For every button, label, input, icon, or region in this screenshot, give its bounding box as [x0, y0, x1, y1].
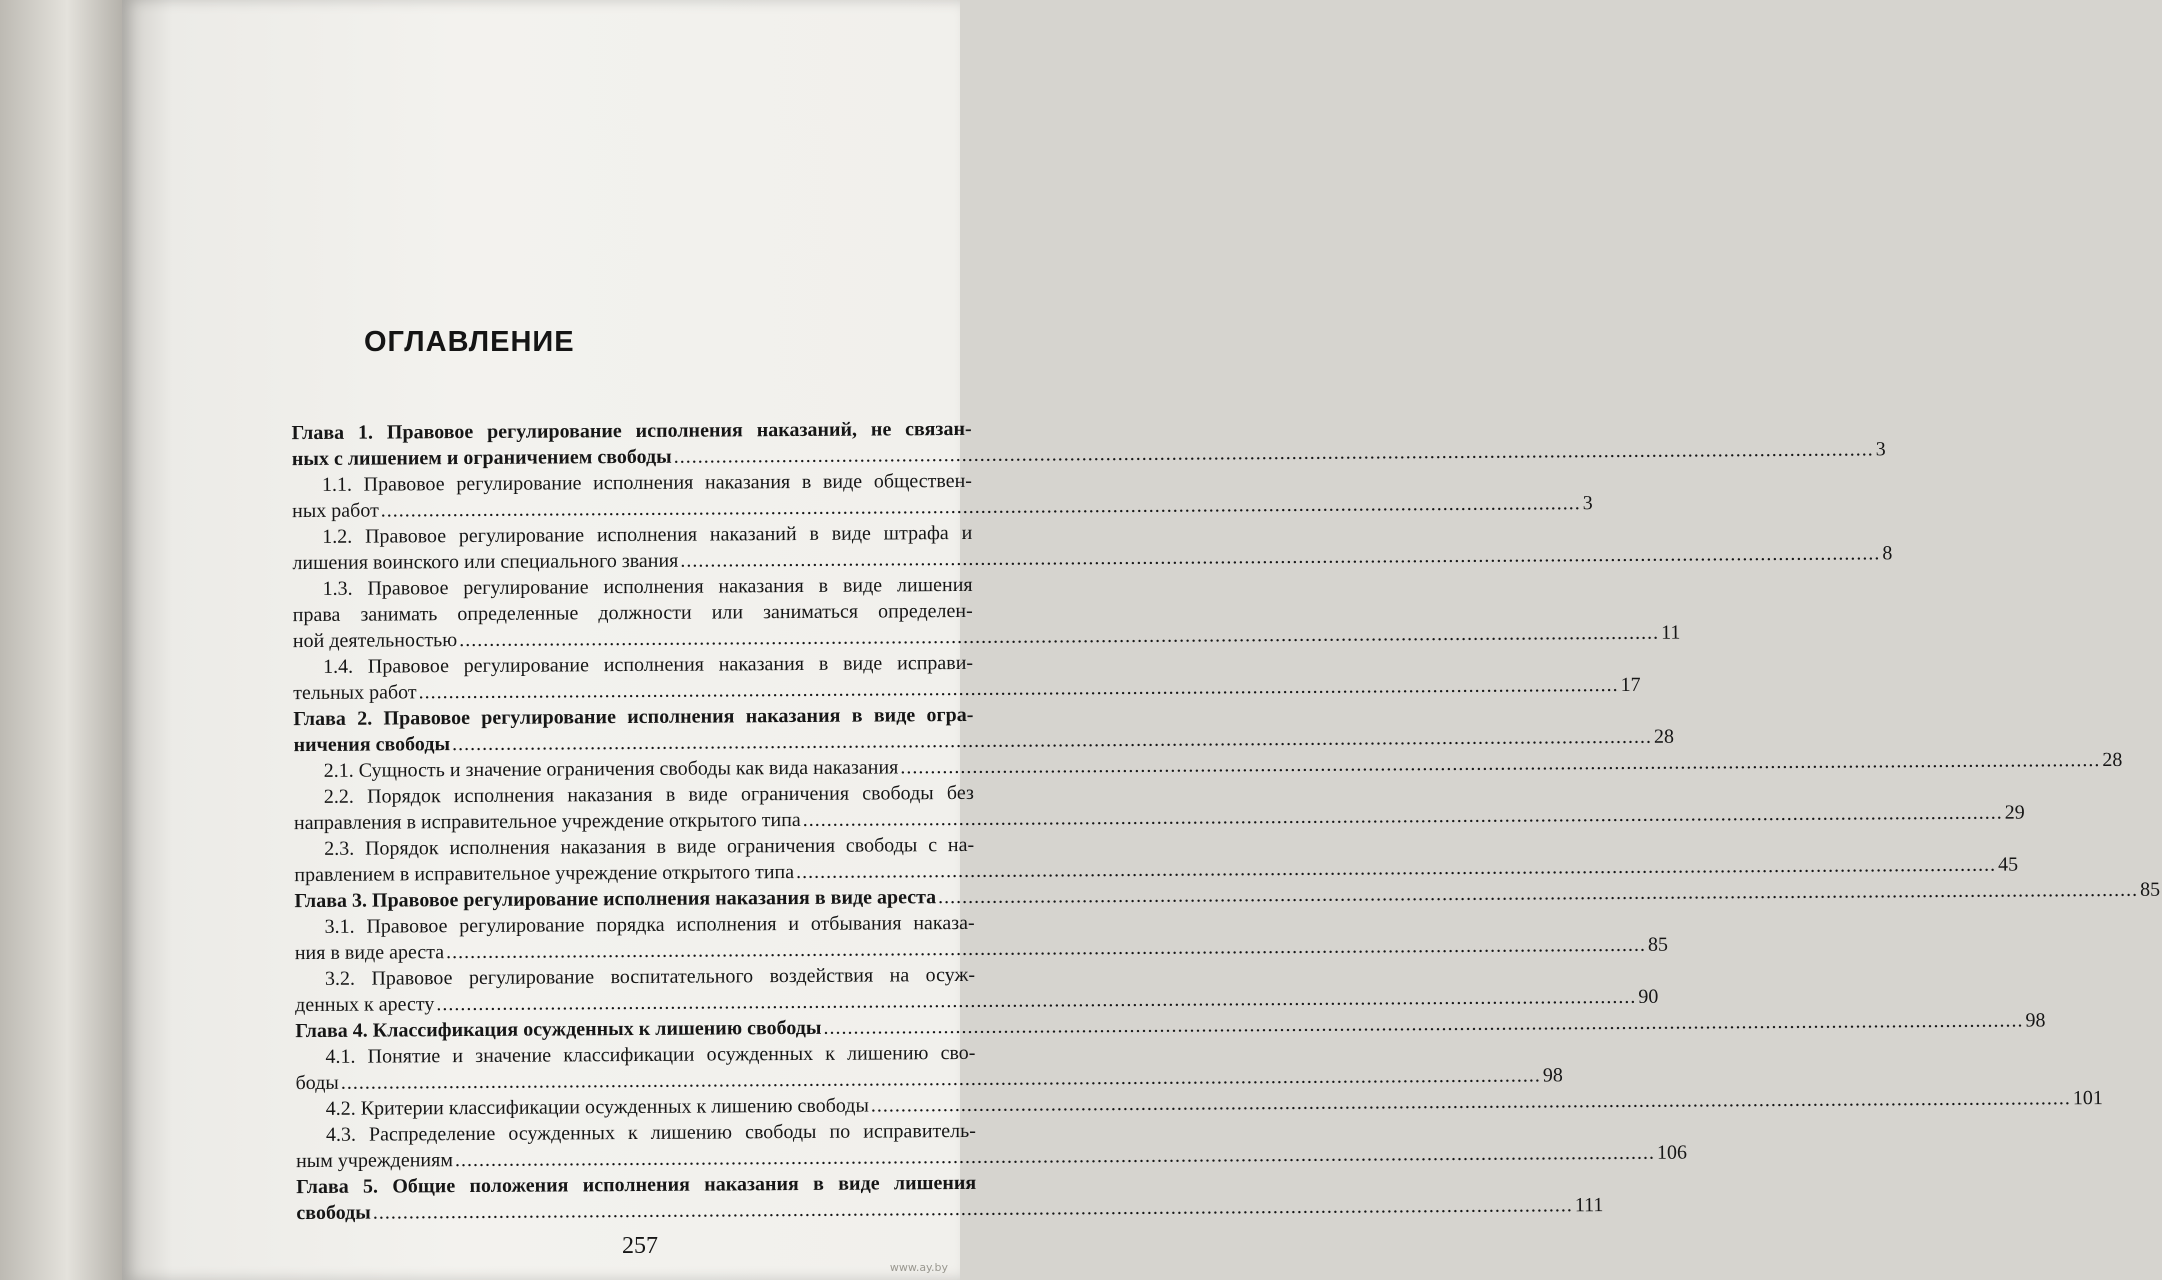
- toc-page-number: 98: [2025, 1009, 2046, 1032]
- toc-entry-text: 2.1. Сущность и значение ограничения свободы как вида наказания: [323, 756, 899, 782]
- toc-leader-dots: ........................................................................................................................................................................................................: [451, 725, 1653, 756]
- toc-entry-text: 1.3. Правовое регулирование исполнения наказания в виде лишения: [322, 573, 973, 600]
- toc-page-number: 85: [1647, 933, 1669, 956]
- toc-entry-text: тельных работ: [293, 681, 417, 705]
- toc-entry-text: лишения воинского или специального звания: [292, 549, 679, 575]
- toc-entry-text: Глава 5. Общие положения исполнения наказания в виде лишения: [296, 1171, 977, 1199]
- toc-entry-text: свободы: [296, 1201, 371, 1225]
- toc-section: [292, 520, 1893, 576]
- toc-section: [292, 468, 1593, 524]
- toc-entry-text: 2.3. Порядок исполнения наказания в виде ограничения свободы с на-: [324, 833, 975, 860]
- toc-entry-text: Глава 3. Правовое регулирование исполнения наказания в виде ареста: [294, 886, 937, 913]
- toc-entry-text: Глава 2. Правовое регулирование исполнения наказания в виде огра-: [293, 703, 974, 731]
- toc-leader-dots: ........................................................................................................................................................................................................: [938, 878, 2139, 909]
- toc-leader-dots: ........................................................................................................................................................................................................: [673, 438, 1874, 468]
- watermark: www.ay.by: [889, 1261, 948, 1274]
- toc-entry-text: ных работ: [292, 499, 379, 523]
- toc-entry-text: ной деятельностью: [292, 629, 458, 653]
- toc-leader-dots: ........................................................................................................................................................................................................: [459, 621, 1660, 652]
- toc-section: [292, 572, 1681, 654]
- toc-entry-text: боды: [295, 1071, 339, 1095]
- toc-entry-text: права занимать определенные должности или заниматься определен-: [292, 599, 973, 627]
- toc-page-number: 98: [1542, 1064, 1563, 1087]
- toc-leader-dots: ........................................................................................................................................................................................................: [796, 853, 1997, 884]
- toc-section: [295, 1040, 1563, 1096]
- toc-entry-text: 4.3. Распределение осужденных к лишению свободы по исправитель-: [325, 1119, 976, 1146]
- toc-section: [295, 962, 1659, 1018]
- book-page: [122, 0, 2161, 1280]
- toc-leader-dots: ........................................................................................................................................................................................................: [372, 1194, 1573, 1224]
- toc-entry-text: ничения свободы: [293, 733, 451, 757]
- toc-chapter: [293, 702, 1675, 758]
- toc-leader-dots: ........................................................................................................................................................................................................: [445, 933, 1647, 964]
- toc-leader-dots: ........................................................................................................................................................................................................: [418, 673, 1619, 704]
- toc-section: [294, 832, 2019, 888]
- toc-page-number: 28: [2102, 748, 2123, 772]
- toc-chapter: [291, 416, 1886, 472]
- toc-entry-text: 2.2. Порядок исполнения наказания в виде ограничения свободы без: [323, 781, 974, 808]
- toc-entry-text: 1.1. Правовое регулирование исполнения наказания в виде обществен-: [321, 469, 972, 496]
- table-of-contents: [291, 416, 2161, 1226]
- toc-leader-dots: ........................................................................................................................................................................................................: [900, 749, 2101, 779]
- toc-entry-text: Глава 1. Правовое регулирование исполнения наказаний, не связан-: [291, 417, 972, 445]
- toc-leader-dots: ........................................................................................................................................................................................................: [823, 1009, 2024, 1039]
- toc-section: [294, 910, 1669, 966]
- toc-page-number: 17: [1620, 673, 1641, 696]
- toc-entry-text: 1.2. Правовое регулирование исполнения наказаний в виде штрафа и: [322, 521, 973, 548]
- toc-entry-text: ных с лишением и ограничением свободы: [291, 445, 672, 471]
- toc-page-number: 106: [1656, 1141, 1687, 1164]
- toc-leader-dots: ........................................................................................................................................................................................................: [340, 1064, 1541, 1094]
- toc-entry-text: направления в исправительное учреждение открытого типа: [293, 808, 801, 835]
- page-title: ОГЛАВЛЕНИЕ: [364, 326, 575, 358]
- toc-leader-dots: ........................................................................................................................................................................................................: [870, 1087, 2071, 1117]
- toc-page-number: 3: [1582, 492, 1593, 515]
- toc-entry-text: ным учреждениям: [296, 1149, 454, 1173]
- toc-leader-dots: ........................................................................................................................................................................................................: [454, 1141, 1655, 1172]
- toc-page-number: 85: [2140, 878, 2161, 901]
- toc-page-number: 45: [1998, 853, 2019, 876]
- toc-page-number: 28: [1653, 725, 1675, 748]
- toc-page-number: 90: [1638, 985, 1659, 1008]
- toc-chapter: [296, 1170, 1604, 1226]
- toc-section: [296, 1118, 1687, 1174]
- toc-page-number: 111: [1574, 1194, 1604, 1217]
- left-page-edge: [0, 0, 122, 1280]
- toc-entry-text: 4.1. Понятие и значение классификации осужденных к лишению сво-: [325, 1041, 976, 1068]
- toc-entry-text: 1.4. Правовое регулирование исполнения наказания в виде исправи-: [322, 651, 974, 678]
- page-number: 257: [622, 1233, 658, 1259]
- toc-entry-text: ния в виде ареста: [294, 941, 445, 965]
- toc-leader-dots: ........................................................................................................................................................................................................: [680, 542, 1881, 572]
- toc-entry-text: 3.2. Правовое регулирование воспитательного воздействия на осуж-: [324, 963, 976, 990]
- toc-section: [293, 780, 2025, 836]
- toc-entry-text: 3.1. Правовое регулирование порядка исполнения и отбывания наказа-: [324, 911, 975, 938]
- toc-page-number: 29: [2004, 801, 2025, 824]
- toc-page-number: 3: [1875, 438, 1886, 461]
- toc-section: [293, 650, 1641, 706]
- toc-leader-dots: ........................................................................................................................................................................................................: [436, 985, 1637, 1016]
- toc-entry-text: Глава 4. Классификация осужденных к лишению свободы: [295, 1016, 822, 1043]
- toc-leader-dots: ........................................................................................................................................................................................................: [802, 801, 2003, 831]
- toc-page-number: 101: [2072, 1087, 2103, 1110]
- toc-leader-dots: ........................................................................................................................................................................................................: [380, 492, 1581, 522]
- toc-page-number: 8: [1882, 542, 1893, 565]
- toc-page-number: 11: [1661, 621, 1681, 644]
- toc-entry-text: денных к аресту: [295, 993, 435, 1017]
- toc-entry-text: 4.2. Критерии классификации осужденных к лишению свободы: [325, 1094, 869, 1120]
- toc-entry-text: правлением в исправительное учреждение открытого типа: [294, 861, 795, 887]
